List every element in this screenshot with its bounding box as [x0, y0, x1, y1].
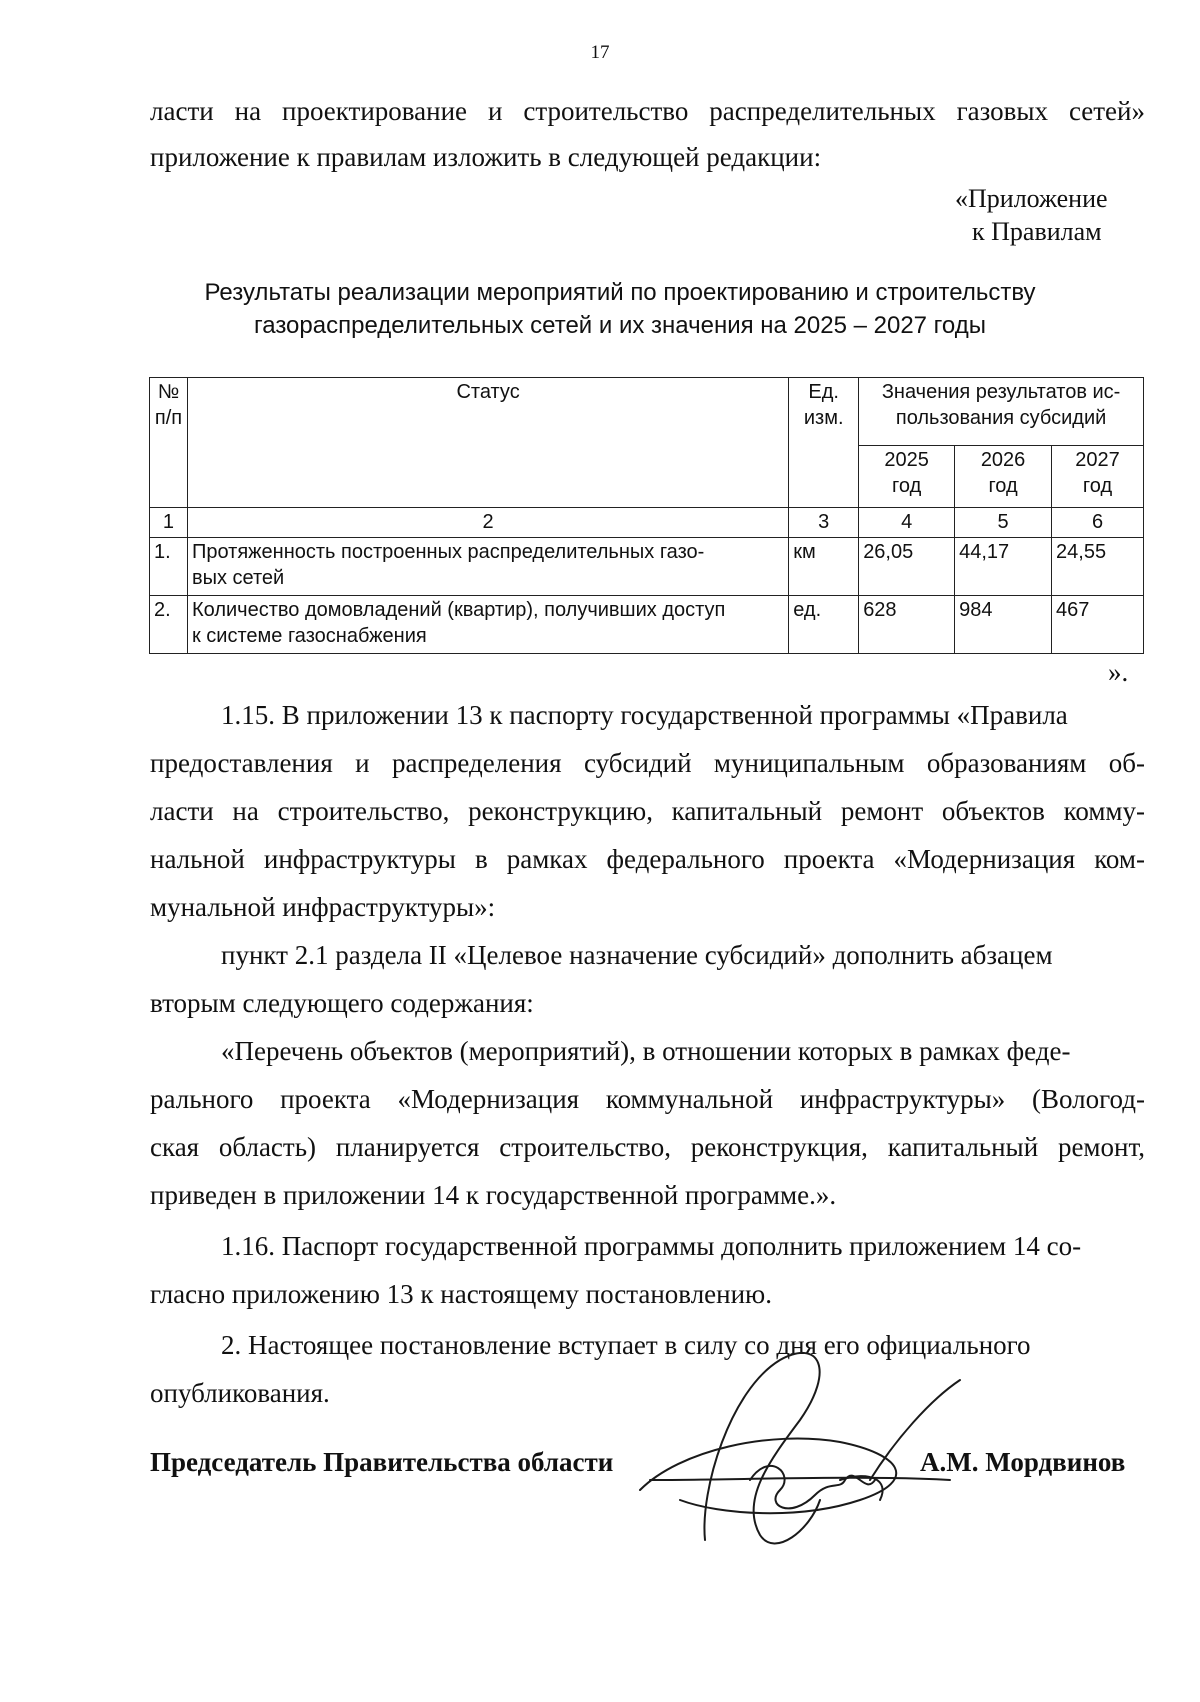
table-title-line-1: Результаты реализации мероприятий по проектированию и строительству — [204, 279, 1036, 306]
header-num — [150, 378, 188, 508]
appendix-label: «Приложение — [955, 184, 1108, 213]
year-2025-label: год — [892, 475, 922, 497]
col-number: 3 — [789, 508, 859, 538]
row-status — [187, 538, 788, 596]
quote-line-4: приведен в приложении 14 к государственной программе.». — [150, 1180, 837, 1210]
table-title-line-2: газораспределительных сетей и их значения на 2025 – 2027 годы — [254, 312, 986, 339]
intro-line-1: ласти на проектирование и строительство распределительных газовых сетей» — [150, 96, 1145, 126]
signatory-title: Председатель Правительства области — [150, 1447, 614, 1477]
table-closing-quote: ». — [1108, 657, 1129, 687]
year-2025: 2025 — [884, 449, 929, 471]
row-num: 2. — [150, 596, 188, 654]
p115-line-1: 1.15. В приложении 13 к паспорту государственной программы «Правила — [221, 700, 1068, 730]
p115-line-5: мунальной инфраструктуры»: — [150, 892, 496, 922]
row-status-line-1: Количество домовладений (квартир), получивших доступ — [191, 599, 726, 621]
quote-line-3: ская область) планируется строительство, реконструкция, капитальный ремонт, — [150, 1132, 1145, 1162]
col-number: 2 — [187, 508, 788, 538]
p115-line-2: предоставления и распределения субсидий муниципальным образованиям об- — [150, 748, 1145, 778]
p115-line-4: нальной инфраструктуры в рамках федерального проекта «Модернизация ком- — [150, 844, 1145, 874]
row-value-2026: 984 — [955, 596, 1052, 654]
header-status: Статус — [187, 378, 788, 508]
col-number: 5 — [955, 508, 1052, 538]
p2-line-1: 2. Настоящее постановление вступает в силу со дня его официального — [221, 1330, 1031, 1360]
header-values-line-2: пользования субсидий — [895, 407, 1107, 429]
point-line-2: вторым следующего содержания: — [150, 988, 534, 1018]
header-year-2025 — [859, 446, 955, 508]
row-status-line-2: вых сетей — [191, 567, 285, 589]
header-unit-line-1: Ед. — [808, 381, 839, 403]
p115-line-3: ласти на строительство, реконструкцию, капитальный ремонт объектов комму- — [150, 796, 1145, 826]
row-status-line-1: Протяженность построенных распределительных газо- — [191, 541, 705, 563]
year-2027-label: год — [1082, 475, 1113, 497]
row-value-2027: 467 — [1052, 596, 1144, 654]
row-num: 1. — [150, 538, 188, 596]
intro-line-2: приложение к правилам изложить в следующей редакции: — [150, 142, 822, 172]
p2-line-2: опубликования. — [150, 1378, 330, 1408]
p116-line-2: гласно приложению 13 к настоящему постановлению. — [150, 1279, 772, 1309]
year-2027: 2027 — [1075, 449, 1120, 471]
col-number: 6 — [1052, 508, 1144, 538]
row-value-2025: 26,05 — [859, 538, 955, 596]
page-number: 17 — [590, 42, 610, 63]
quote-line-2: рального проекта «Модернизация коммунальной инфраструктуры» (Вологод- — [150, 1084, 1145, 1114]
header-year-2026 — [955, 446, 1052, 508]
header-values — [859, 378, 1144, 446]
table-row — [150, 596, 1144, 654]
row-unit: ед. — [789, 596, 859, 654]
results-table — [149, 377, 1144, 654]
year-2026: 2026 — [980, 449, 1026, 471]
row-status — [187, 596, 788, 654]
header-unit-line-2: изм. — [803, 407, 844, 429]
row-value-2027: 24,55 — [1052, 538, 1144, 596]
p116-line-1: 1.16. Паспорт государственной программы дополнить приложением 14 со- — [221, 1231, 1082, 1261]
header-unit — [789, 378, 859, 508]
table-column-numbers-row — [150, 508, 1144, 538]
header-num-line-2: п/п — [154, 407, 183, 429]
table-header-row — [150, 378, 1144, 446]
row-value-2026: 44,17 — [955, 538, 1052, 596]
point-line-1: пункт 2.1 раздела II «Целевое назначение субсидий» дополнить абзацем — [221, 940, 1053, 970]
row-status-line-2: к системе газоснабжения — [191, 625, 427, 647]
quote-line-1: «Перечень объектов (мероприятий), в отношении которых в рамках феде- — [221, 1036, 1071, 1066]
col-number: 1 — [150, 508, 188, 538]
table-row — [150, 538, 1144, 596]
row-value-2025: 628 — [859, 596, 955, 654]
header-num-line-1: № — [157, 381, 180, 403]
year-2026-label: год — [988, 475, 1018, 497]
header-year-2027 — [1052, 446, 1144, 508]
appendix-to-rules: к Правилам — [972, 217, 1102, 246]
header-values-line-1: Значения результатов ис- — [881, 381, 1121, 403]
row-unit: км — [789, 538, 859, 596]
col-number: 4 — [859, 508, 955, 538]
signatory-name: А.М. Мордвинов — [920, 1447, 1126, 1477]
